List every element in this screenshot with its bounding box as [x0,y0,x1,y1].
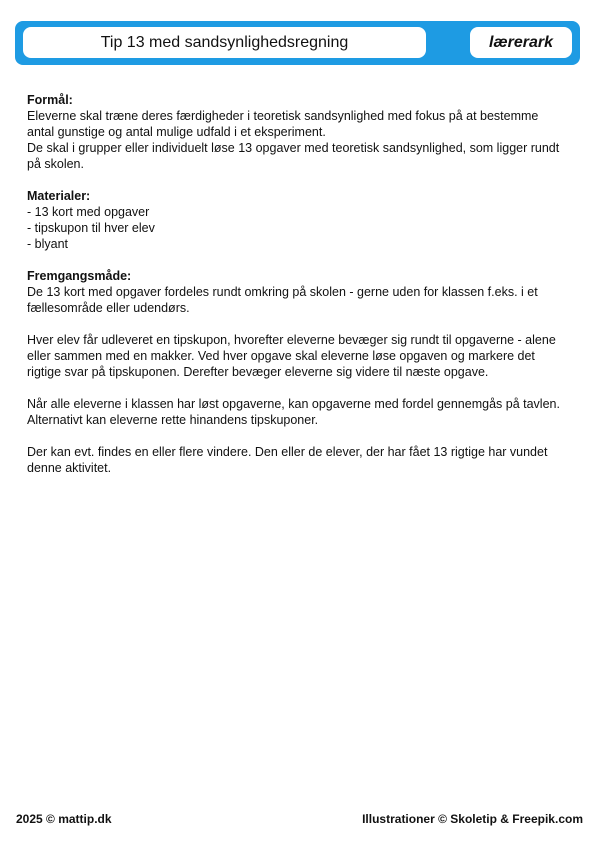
main-content [27,92,567,492]
procedure-paragraph: Hver elev får udleveret en tipskupon, hvorefter eleverne bevæger sig rundt til opgaverne - alene eller sammen med en makker. Ved hver opgave skal eleverne løse opgaven og markere det rigtige svar på tipskuponen. Derefter bevæger eleverne sig videre til næste opgave. [27,333,556,379]
worksheet-type-label: lærerark [470,27,572,58]
formaal-paragraph-1: Eleverne skal træne deres færdigheder i teoretisk sandsynlighed med fokus på at bestemme antal gunstige og antal mulige udfald i et eksperiment. [27,109,539,139]
list-item: - 13 kort med opgaver [27,205,150,219]
footer-illustration-credit: Illustrationer © Skoletip & Freepik.com [362,812,583,826]
procedure-paragraph: De 13 kort med opgaver fordeles rundt omkring på skolen - gerne uden for klassen f.eks. i et fællesområde eller udendørs. [27,285,538,315]
list-item: - blyant [27,237,68,251]
list-item: - tipskupon til hver elev [27,221,155,235]
footer-copyright: 2025 © mattip.dk [16,812,112,826]
section-fremgangsmaade [27,268,567,476]
section-heading-materialer: Materialer: [27,189,91,203]
procedure-paragraph: Der kan evt. findes en eller flere vindere. Den eller de elever, der har fået 13 rigtige har vundet denne aktivitet. [27,445,548,475]
page-title: Tip 13 med sandsynlighedsregning [23,27,426,58]
section-formaal [27,92,567,172]
section-heading-formaal: Formål: [27,93,73,107]
section-heading-fremgangsmaade: Fremgangsmåde: [27,269,132,283]
section-materialer [27,188,567,252]
formaal-paragraph-2: De skal i grupper eller individuelt løse 13 opgaver med teoretisk sandsynlighed, som ligger rundt på skolen. [27,141,560,171]
procedure-paragraph: Når alle eleverne i klassen har løst opgaverne, kan opgaverne med fordel gennemgås på tavlen. Alternativt kan eleverne rette hinandens tipskuponer. [27,397,560,427]
materials-list [27,204,567,252]
header-bar [15,21,580,65]
